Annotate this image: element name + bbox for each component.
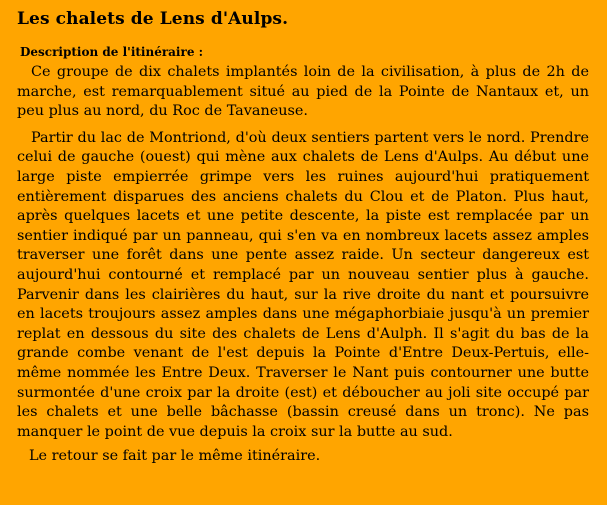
paragraph-return: Le retour se fait par le même itinéraire. xyxy=(29,448,321,465)
page-title: Les chalets de Lens d'Aulps. xyxy=(17,9,289,29)
paragraph-intro: Ce groupe de dix chalets implantés loin de la civilisation, à plus de 2h de marche, est remarquablement situé au pied de la Pointe de Nantaux et, un peu plus au nord, du Roc de Tavaneuse. xyxy=(17,64,589,120)
section-heading-description: Description de l'itinéraire : xyxy=(20,45,204,59)
paragraph-itinerary: Partir du lac de Montriond, d'où deux sentiers partent vers le nord. Prendre celui de gauche (ouest) qui mène aux chalets de Lens d'Aulps. Au début une large piste empierrée grimpe vers les ruines aujourd'hui pratiquement entièrement disparues des anciens chalets du Clou et de Platon. Plus haut, après quelques lacets et une petite descente, la piste est remplacée par un sentier indiqué par un panneau, qui s'en va en nombreux lacets assez amples traverser une forêt dans une pente assez raide. Un secteur dangereux est aujourd'hui contourné et remplacé par un nouveau sentier plus à gauche. Parvenir dans les clairières du haut, sur la rive droite du nant et poursuivre en lacets troujours assez amples dans une mégaphorbiaie jusqu'à un premier replat en dessous du site des chalets de Lens d'Aulph. Il s'agit du bas de la grande combe venant de l'est depuis la Pointe d'Entre Deux-Pertuis, elle-même nommée les Entre Deux. Traverser le Nant puis contourner une butte surmontée d'une croix par la droite (est) et déboucher au joli site occupé par les chalets et une belle bâchasse (bassin creusé dans un tronc). Ne pas manquer le point de vue depuis la croix sur la butte au sud. xyxy=(17,129,589,440)
